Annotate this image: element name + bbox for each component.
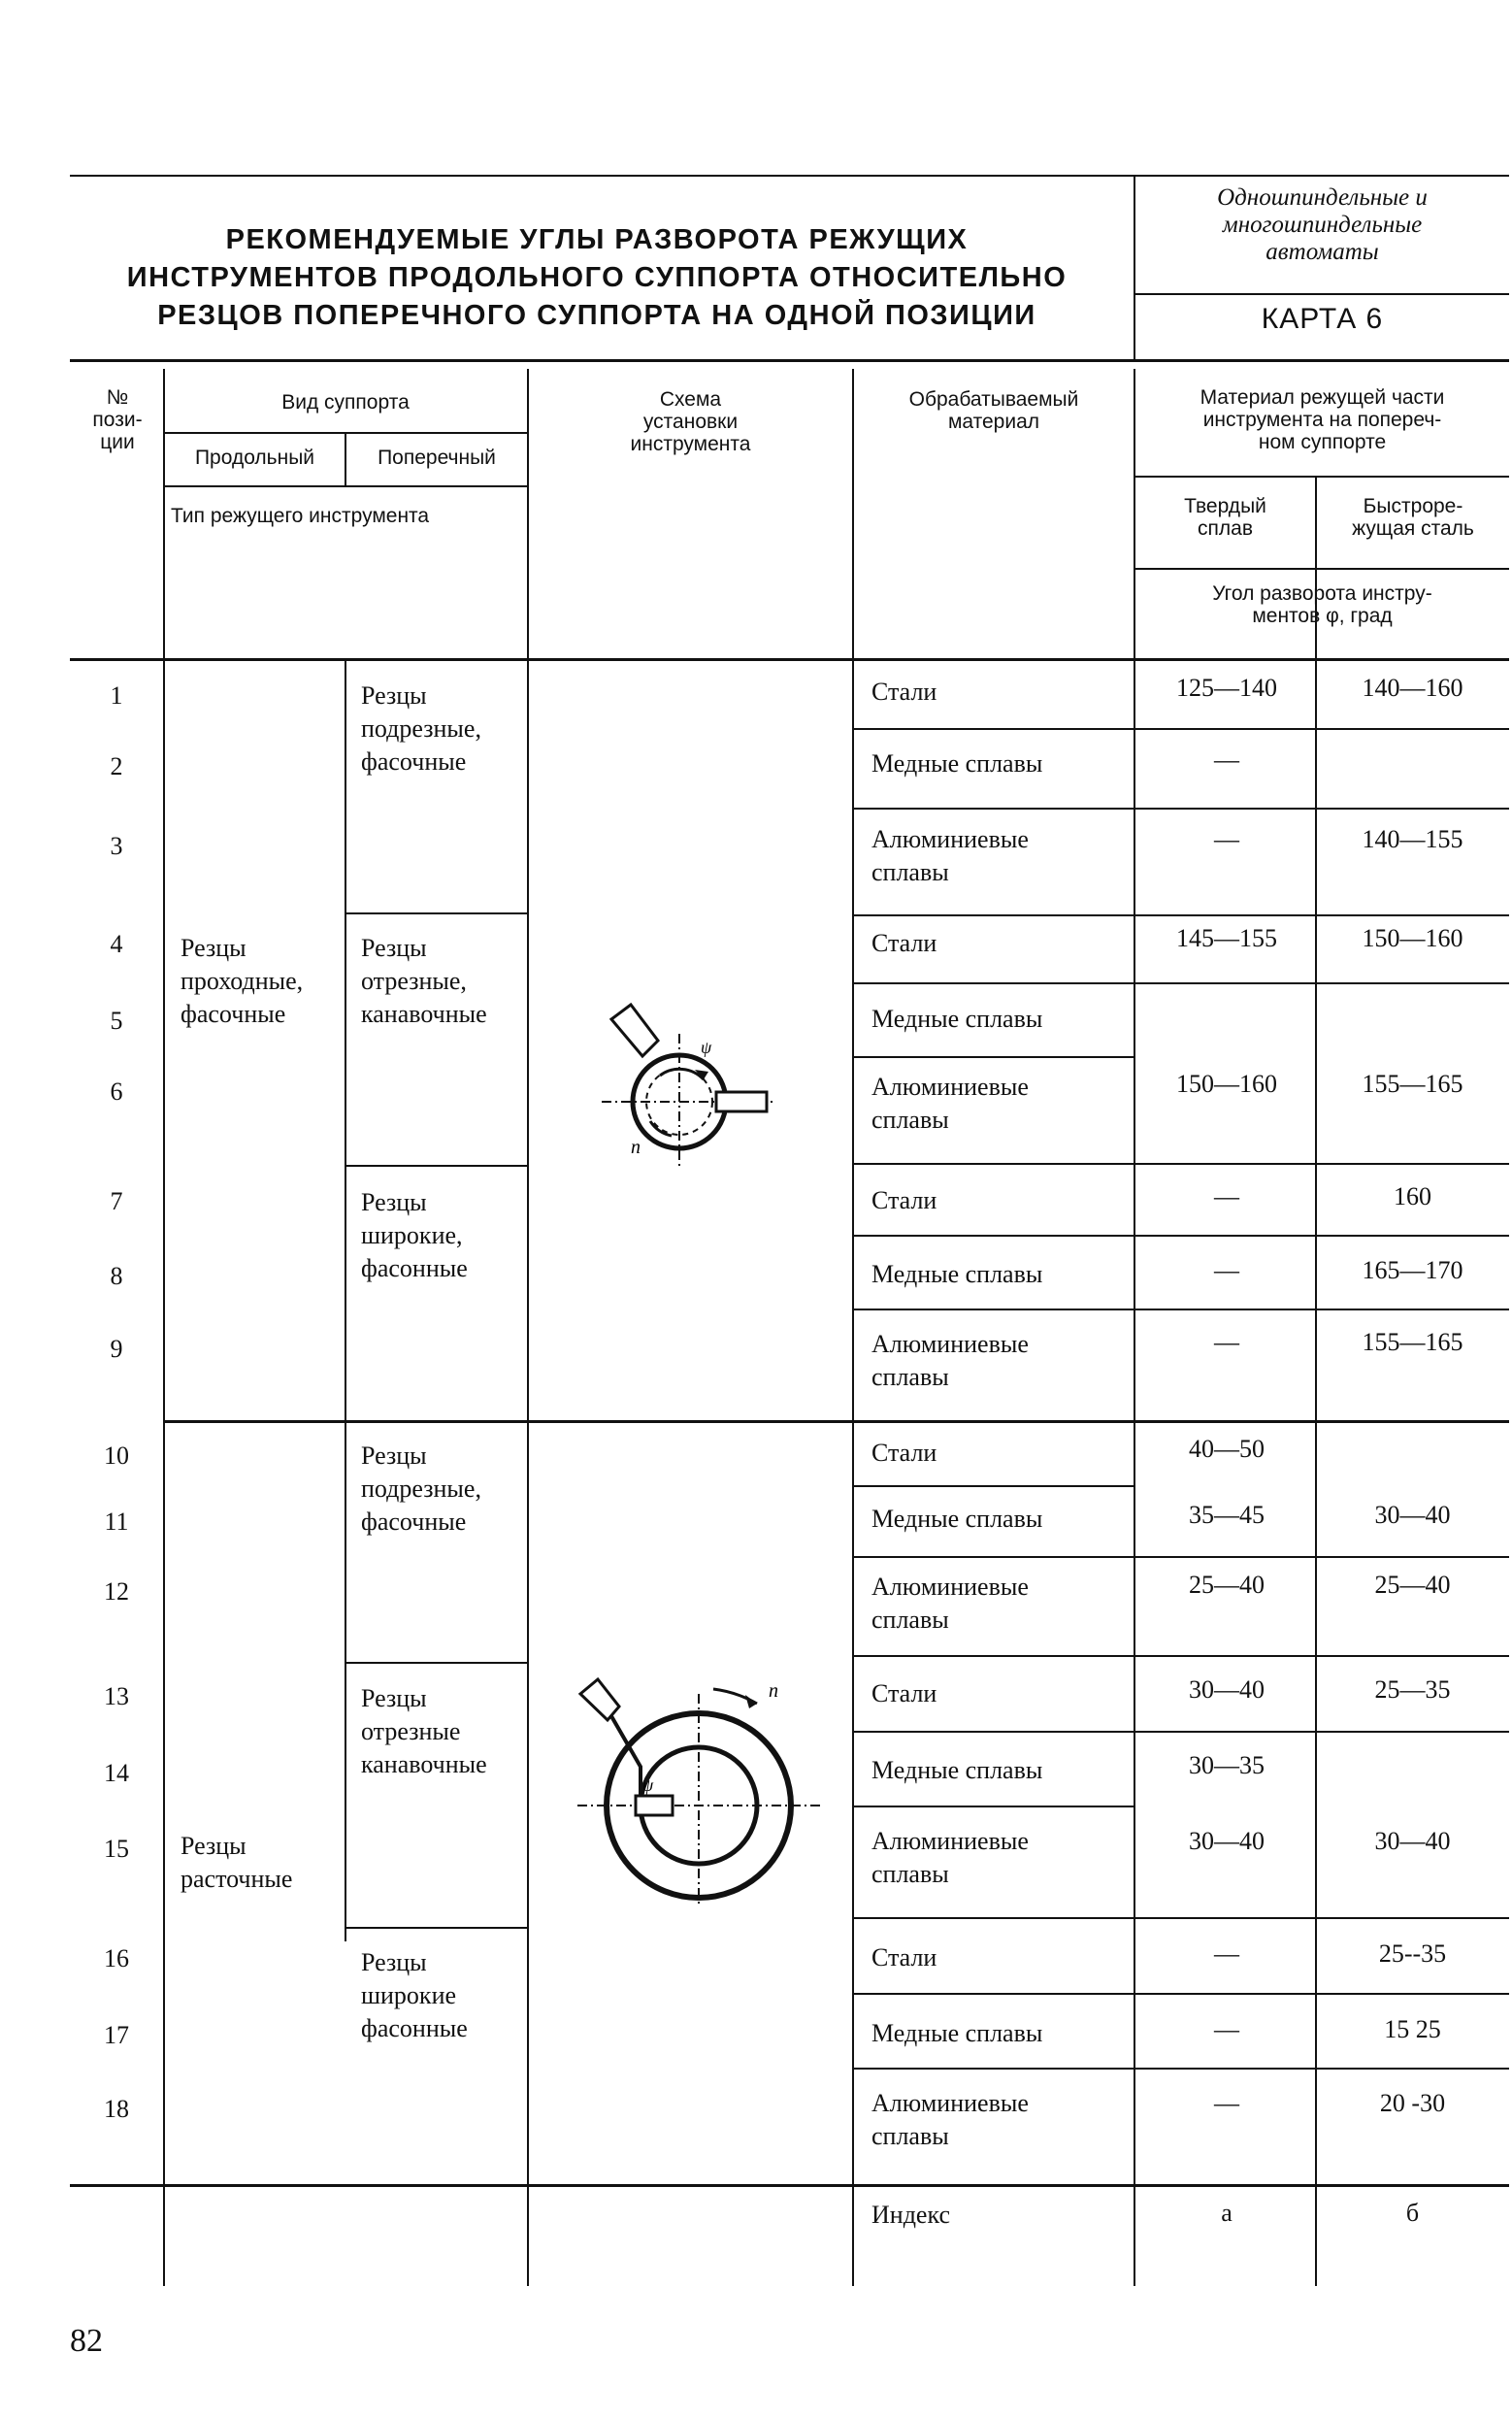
material-cell: Алюминиевые сплавы <box>871 1827 1029 1888</box>
material-cell: Стали <box>871 1943 937 1972</box>
header-cutting-material <box>1135 386 1509 453</box>
header-scheme-line-2: установки <box>642 411 739 433</box>
material-cell: Алюминиевые сплавы <box>871 1573 1029 1634</box>
value-hss: 30—40 <box>1374 1501 1451 1529</box>
value-hard-alloy: — <box>1214 1939 1239 1968</box>
material-cell: Стали <box>871 1186 937 1214</box>
header-position-no-line-1: № <box>106 386 129 409</box>
header-scheme <box>529 388 852 455</box>
header-angle-line-1: Угол разворота инстру- <box>1212 582 1432 605</box>
footer-index-hss: б <box>1405 2199 1420 2227</box>
header-transverse: Поперечный <box>378 447 496 469</box>
value-hard-alloy: 145—155 <box>1176 924 1277 952</box>
machine-type-line-3: автоматы <box>1265 239 1379 265</box>
header-hss-line-1: Быстроре- <box>1363 495 1463 517</box>
position-number: 13 <box>104 1682 129 1710</box>
value-hss: 155—165 <box>1362 1328 1463 1356</box>
header-support-type: Вид суппорта <box>281 391 410 414</box>
header-tool-type: Тип режущего инструмента <box>171 505 430 527</box>
transverse-group: Резцы подрезные, фасочные <box>361 1441 481 1536</box>
header-position-no-line-2: пози- <box>92 409 143 431</box>
machine-type-line-1: Одношпиндельные и <box>1217 184 1428 211</box>
value-hard-alloy: — <box>1214 1182 1239 1210</box>
diagram-psi-label: ψ <box>701 1038 712 1057</box>
value-hard-alloy: 125—140 <box>1176 674 1277 702</box>
header-position-no-line-3: ции <box>100 431 135 453</box>
footer-index-label: Индекс <box>871 2201 950 2229</box>
position-number: 16 <box>104 1944 129 1972</box>
footer-index-hard: а <box>1221 2199 1233 2227</box>
position-number: 9 <box>110 1335 123 1363</box>
title-line-1: РЕКОМЕНДУЕМЫЕ УГЛЫ РАЗВОРОТА РЕЖУЩИХ <box>225 224 969 255</box>
material-cell: Медные сплавы <box>871 1756 1043 1784</box>
material-cell: Стали <box>871 1439 937 1467</box>
header-hard-alloy-line-2: сплав <box>1198 517 1253 540</box>
value-hard-alloy: — <box>1214 1256 1239 1284</box>
title-line-2: ИНСТРУМЕНТОВ ПРОДОЛЬНОГО СУППОРТА ОТНОСИТЕЛЬНО <box>126 262 1068 293</box>
header-angle-line-2: ментов φ, град <box>1252 605 1393 627</box>
material-cell: Стали <box>871 929 937 957</box>
value-hard-alloy: — <box>1214 746 1239 774</box>
value-hard-alloy: 30—40 <box>1189 1675 1265 1704</box>
value-hss: 150—160 <box>1362 924 1463 952</box>
position-number: 11 <box>104 1508 129 1536</box>
transverse-group: Резцы подрезные, фасочные <box>361 681 481 776</box>
header-angle <box>1135 582 1509 627</box>
value-hss: 30—40 <box>1374 1827 1451 1855</box>
header-cutting-material-line-3: ном суппорте <box>1258 431 1387 453</box>
position-number: 17 <box>104 2021 129 2049</box>
position-number: 15 <box>104 1835 129 1863</box>
header-hss <box>1317 495 1509 540</box>
value-hard-alloy: 30—35 <box>1189 1751 1265 1779</box>
value-hard-alloy: — <box>1214 2015 1239 2043</box>
transverse-group: Резцы отрезные, канавочные <box>361 934 487 1028</box>
material-cell: Медные сплавы <box>871 1005 1043 1033</box>
position-number: 14 <box>104 1759 129 1787</box>
machine-type-heading <box>1135 184 1509 266</box>
value-hard-alloy: — <box>1214 1328 1239 1356</box>
value-hard-alloy: 30—40 <box>1189 1827 1265 1855</box>
value-hard-alloy: — <box>1214 2089 1239 2117</box>
header-hard-alloy-line-1: Твердый <box>1184 495 1266 517</box>
material-cell: Алюминиевые сплавы <box>871 825 1029 886</box>
material-cell: Алюминиевые сплавы <box>871 1330 1029 1391</box>
position-number: 3 <box>110 832 123 860</box>
diagram-psi-label: ψ <box>642 1775 654 1795</box>
header-material <box>854 388 1134 433</box>
position-number: 8 <box>110 1262 123 1290</box>
machine-type-line-2: многошпиндельные <box>1222 212 1423 238</box>
material-cell: Стали <box>871 678 937 706</box>
value-hss: 140—155 <box>1362 825 1463 853</box>
header-cutting-material-line-1: Материал режущей части <box>1200 386 1445 409</box>
position-number: 6 <box>110 1077 123 1106</box>
material-cell: Стали <box>871 1679 937 1707</box>
transverse-group: Резцы отрезные канавочные <box>361 1684 487 1778</box>
value-hard-alloy: — <box>1214 825 1239 853</box>
header-hss-line-2: жущая сталь <box>1352 517 1474 540</box>
diagram-n-label: n <box>631 1137 641 1158</box>
position-number: 4 <box>110 930 123 958</box>
longitudinal-group-1: Резцы проходные, фасочные <box>181 934 304 1028</box>
longitudinal-group-2: Резцы расточные <box>181 1832 293 1893</box>
header-material-line-2: материал <box>947 411 1040 433</box>
value-hss: 25—40 <box>1374 1571 1451 1599</box>
transverse-group: Резцы широкие, фасонные <box>361 1188 468 1282</box>
title-line-3: РЕЗЦОВ ПОПЕРЕЧНОГО СУППОРТА НА ОДНОЙ ПОЗИЦИИ <box>157 300 1036 331</box>
value-hss: 25—35 <box>1374 1675 1451 1704</box>
header-longitudinal: Продольный <box>194 447 315 469</box>
value-hard-alloy: 35—45 <box>1189 1501 1265 1529</box>
page-number: 82 <box>70 2323 103 2359</box>
value-hss: 15 25 <box>1384 2015 1441 2043</box>
value-hss: 160 <box>1394 1182 1431 1210</box>
value-hard-alloy: 150—160 <box>1176 1070 1277 1098</box>
diagram-n-label: n <box>769 1680 778 1702</box>
material-cell: Алюминиевые сплавы <box>871 2089 1029 2150</box>
transverse-group: Резцы широкие фасонные <box>361 1948 468 2042</box>
boring-scheme-diagram <box>563 1670 825 1912</box>
position-number: 2 <box>110 752 123 780</box>
value-hss: 165—170 <box>1362 1256 1463 1284</box>
header-material-line-1: Обрабатываемый <box>908 388 1079 411</box>
position-number: 12 <box>104 1577 129 1606</box>
page-title <box>73 221 1121 335</box>
position-number: 5 <box>110 1007 123 1035</box>
position-number: 18 <box>104 2095 129 2123</box>
material-cell: Медные сплавы <box>871 1260 1043 1288</box>
material-cell: Медные сплавы <box>871 1505 1043 1533</box>
header-cutting-material-line-2: инструмента на попереч- <box>1202 409 1442 431</box>
material-cell: Медные сплавы <box>871 2019 1043 2047</box>
position-number: 7 <box>110 1187 123 1215</box>
header-scheme-line-1: Схема <box>659 388 722 411</box>
position-number: 10 <box>104 1441 129 1470</box>
card-number: КАРТА 6 <box>1261 303 1384 335</box>
material-cell: Алюминиевые сплавы <box>871 1073 1029 1134</box>
value-hard-alloy: 40—50 <box>1189 1435 1265 1463</box>
value-hss: 25--35 <box>1378 1939 1447 1968</box>
header-position-no <box>73 386 162 453</box>
header-scheme-line-3: инструмента <box>630 433 751 455</box>
header-hard-alloy <box>1135 495 1315 540</box>
position-number: 1 <box>110 681 123 710</box>
value-hss: 155—165 <box>1362 1070 1463 1098</box>
material-cell: Медные сплавы <box>871 749 1043 778</box>
value-hss: 20 -30 <box>1379 2089 1446 2117</box>
value-hss: 140—160 <box>1362 674 1463 702</box>
turning-scheme-diagram <box>582 1000 805 1184</box>
value-hard-alloy: 25—40 <box>1189 1571 1265 1599</box>
